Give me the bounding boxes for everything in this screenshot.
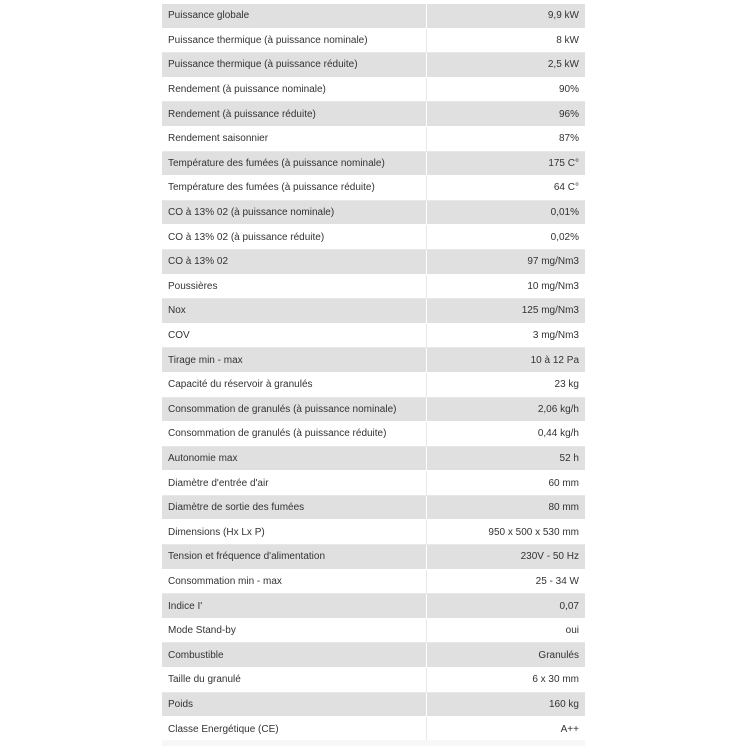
spec-label: Classe Energétique (CE) xyxy=(162,717,427,742)
table-row xyxy=(162,422,585,447)
spec-value: 0,01% xyxy=(427,200,586,225)
table-row xyxy=(162,348,585,373)
table-row xyxy=(162,618,585,643)
spec-value: 52 h xyxy=(427,446,586,471)
spec-value: 0,44 kg/h xyxy=(427,422,586,447)
table-row xyxy=(162,471,585,496)
spec-value: 64 C° xyxy=(427,176,586,201)
spec-label: Tirage min - max xyxy=(162,348,427,373)
spec-label: Poids xyxy=(162,692,427,717)
table-row xyxy=(162,495,585,520)
spec-label: Consommation min - max xyxy=(162,569,427,594)
table-row xyxy=(162,4,585,28)
spec-label: Température des fumées (à puissance réduite) xyxy=(162,176,427,201)
spec-label: Tension et fréquence d'alimentation xyxy=(162,545,427,570)
spec-label: Taille du granulé xyxy=(162,668,427,693)
table-row xyxy=(162,200,585,225)
spec-value: 2,5 kW xyxy=(427,53,586,78)
table-row xyxy=(162,323,585,348)
spec-value: 0,02% xyxy=(427,225,586,250)
spec-label: Mode Stand-by xyxy=(162,618,427,643)
spec-label: Dimensions (Hx Lx P) xyxy=(162,520,427,545)
table-row xyxy=(162,372,585,397)
spec-value: 96% xyxy=(427,102,586,127)
spec-value: 175 C° xyxy=(427,151,586,176)
spec-value: 3 mg/Nm3 xyxy=(427,323,586,348)
spec-label: Consommation de granulés (à puissance réduite) xyxy=(162,422,427,447)
spec-label: Diamètre de sortie des fumées xyxy=(162,495,427,520)
table-row xyxy=(162,77,585,102)
spec-label: COV xyxy=(162,323,427,348)
table-bottom-edge xyxy=(162,740,585,746)
spec-label: Autonomie max xyxy=(162,446,427,471)
spec-value: 23 kg xyxy=(427,372,586,397)
spec-value: 87% xyxy=(427,126,586,151)
spec-value: Granulés xyxy=(427,643,586,668)
table-row xyxy=(162,545,585,570)
table-row xyxy=(162,446,585,471)
table-row xyxy=(162,102,585,127)
spec-value: 6 x 30 mm xyxy=(427,668,586,693)
spec-value: 9,9 kW xyxy=(427,4,586,28)
spec-label: Puissance thermique (à puissance réduite) xyxy=(162,53,427,78)
table-row xyxy=(162,28,585,53)
spec-value: 90% xyxy=(427,77,586,102)
table-row xyxy=(162,53,585,78)
spec-value: 8 kW xyxy=(427,28,586,53)
spec-label: Diamètre d'entrée d'air xyxy=(162,471,427,496)
table-row xyxy=(162,643,585,668)
spec-label: CO à 13% 02 (à puissance nominale) xyxy=(162,200,427,225)
spec-value: oui xyxy=(427,618,586,643)
spec-value: A++ xyxy=(427,717,586,742)
table-row xyxy=(162,176,585,201)
table-row xyxy=(162,249,585,274)
spec-label: Consommation de granulés (à puissance nominale) xyxy=(162,397,427,422)
table-row xyxy=(162,717,585,742)
table-row xyxy=(162,274,585,299)
spec-value: 950 x 500 x 530 mm xyxy=(427,520,586,545)
table-row xyxy=(162,299,585,324)
spec-label: Nox xyxy=(162,299,427,324)
spec-value: 2,06 kg/h xyxy=(427,397,586,422)
spec-label: Poussières xyxy=(162,274,427,299)
table-row xyxy=(162,126,585,151)
spec-label: Combustible xyxy=(162,643,427,668)
spec-value: 80 mm xyxy=(427,495,586,520)
spec-label: Capacité du réservoir à granulés xyxy=(162,372,427,397)
table-row xyxy=(162,520,585,545)
table-row xyxy=(162,151,585,176)
spec-label: Indice I' xyxy=(162,594,427,619)
spec-label: Température des fumées (à puissance nominale) xyxy=(162,151,427,176)
spec-label: Rendement saisonnier xyxy=(162,126,427,151)
spec-value: 125 mg/Nm3 xyxy=(427,299,586,324)
spec-value: 230V - 50 Hz xyxy=(427,545,586,570)
spec-label: Rendement (à puissance nominale) xyxy=(162,77,427,102)
spec-value: 10 à 12 Pa xyxy=(427,348,586,373)
spec-label: Puissance thermique (à puissance nominale) xyxy=(162,28,427,53)
spec-value: 10 mg/Nm3 xyxy=(427,274,586,299)
table-row xyxy=(162,569,585,594)
spec-table xyxy=(162,4,585,742)
spec-value: 0,07 xyxy=(427,594,586,619)
spec-value: 160 kg xyxy=(427,692,586,717)
table-row xyxy=(162,594,585,619)
spec-table-body xyxy=(162,4,585,741)
spec-label: CO à 13% 02 xyxy=(162,249,427,274)
spec-label: CO à 13% 02 (à puissance réduite) xyxy=(162,225,427,250)
table-row xyxy=(162,397,585,422)
table-row xyxy=(162,225,585,250)
table-row xyxy=(162,668,585,693)
spec-label: Rendement (à puissance réduite) xyxy=(162,102,427,127)
spec-value: 97 mg/Nm3 xyxy=(427,249,586,274)
spec-label: Puissance globale xyxy=(162,4,427,28)
spec-value: 60 mm xyxy=(427,471,586,496)
spec-value: 25 - 34 W xyxy=(427,569,586,594)
table-row xyxy=(162,692,585,717)
